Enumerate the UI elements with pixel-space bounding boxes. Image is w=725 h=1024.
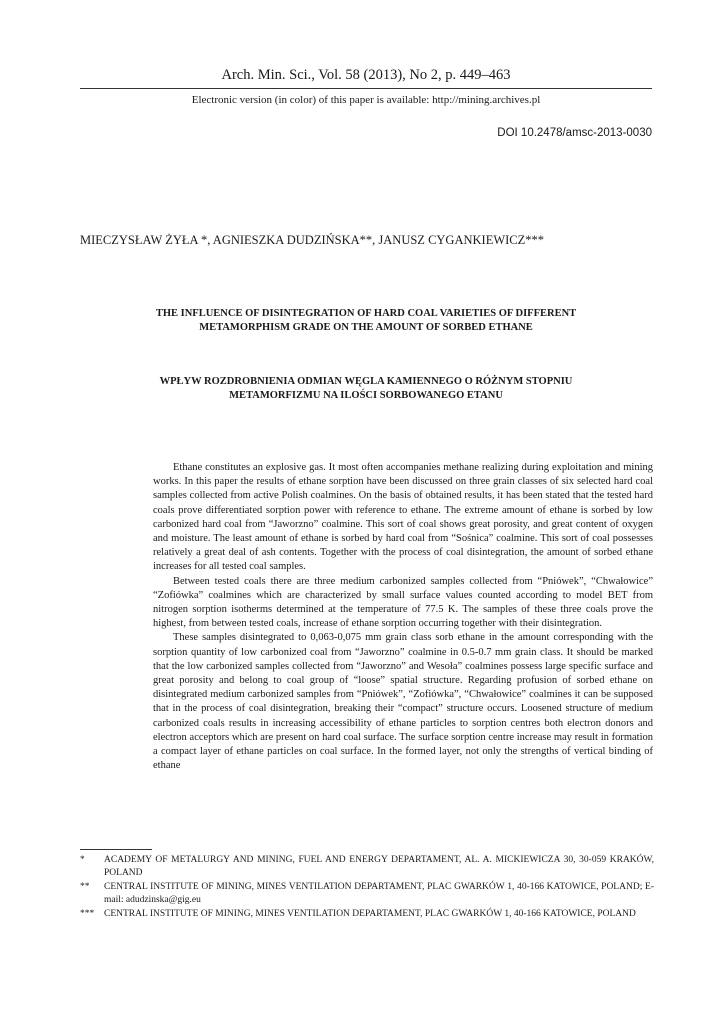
- abstract-paragraph-3: These samples disintegrated to 0,063-0,075 mm grain class sorb ethane in the amount corresponding with the sorption quantity of low carbonized coal from “Jaworzno” coalmine in 0.5-0.7 mm grain class. It should be marked that the low carbonized samples collected from “Jaworzno” and Wesoła” coalmines possess large specific surface and great porosity and belong to coal group of “loose” spatial structure. Regarding profusion of sorbed ethane on disintegrated medium carbonized samples from “Pniówek”, “Zofiówka”, “Chwałowice” coalmines it can be supposed that in the process of coal disintegration, breaking their “compact” structure occurs. Loosened structure of medium carbonized coals results in increasing accessibility of ethane particles to sorption centres both electron donors and electron acceptors which are present on hard coal surface. The surface sorption centre increase may result in formation a compact layer of ethane particles on coal surface. In the formed layer, not only the strengths of vertical binding of ethane: [153, 632, 653, 772]
- title-polish-line-2: METAMORFIZMU NA ILOŚCI SORBOWANEGO ETANU: [229, 390, 503, 401]
- footnote: [80, 908, 654, 921]
- authors: MIECZYSŁAW ŻYŁA *, AGNIESZKA DUDZIŃSKA**, JANUSZ CYGANKIEWICZ***: [80, 233, 545, 247]
- footnote-text: ACADEMY OF METALURGY AND MINING, FUEL AND ENERGY DEPARTAMENT, AL. A. MICKIEWICZA 30, 30-059 KRAKÓW, POLAND: [104, 855, 654, 878]
- abstract-paragraph-1: Ethane constitutes an explosive gas. It most often accompanies methane realizing during exploitation and mining works. In this paper the results of ethane sorption have been discussed on three grain classes of six selected hard coal samples collected from active Polish coalmines. On the basis of obtained results, it has been stated that the tested hard coals prove differentiated sorption power with reference to ethane. The extreme amount of ethane is sorbed by low carbonized hard coal from “Jaworzno” coalmine. This sort of coal shows great porosity, and great content of oxygen and moisture. The least amount of ethane is sorbed by hard coal from “Sośnica” coalmine. This sort of coal possesses relatively a great deal of ash contents. Together with the process of coal disintegration, the amount of sorbed ethane increases for all tested coal samples.: [153, 462, 653, 573]
- footnote: [80, 854, 654, 880]
- abstract-paragraph-2: Between tested coals there are three medium carbonized samples collected from “Pniówek”, “Chwałowice” “Zofiówka” coalmines which are characterized by small surface values counted according to model BET from nitrogen sorption isotherms determined at the temperature of 77.5 K. The samples of these three coals prove the highest, from between tested coals, increase of ethane sorption occurring together with their disintegration.: [153, 575, 653, 630]
- footnotes: [80, 854, 654, 922]
- title-english-line-2: METAMORPHISM GRADE ON THE AMOUNT OF SORBED ETHANE: [199, 322, 533, 333]
- footnote-text: CENTRAL INSTITUTE OF MINING, MINES VENTILATION DEPARTAMENT, PLAC GWARKÓW 1, 40-166 KATOWICE, POLAND; E-mail: adudzinska@gig.eu: [104, 882, 654, 905]
- abstract: [153, 461, 653, 773]
- footnote-mark: *: [80, 855, 85, 865]
- doi: DOI 10.2478/amsc-2013-0030: [497, 127, 652, 139]
- footnote-mark: **: [80, 882, 90, 892]
- footnote-mark: ***: [80, 909, 95, 919]
- title-polish: [80, 375, 652, 403]
- header-rule: [80, 88, 652, 89]
- title-english: [80, 307, 652, 335]
- footnote: [80, 881, 654, 907]
- footnote-rule: [80, 849, 152, 850]
- title-english-line-1: THE INFLUENCE OF DISINTEGRATION OF HARD COAL VARIETIES OF DIFFERENT: [155, 308, 577, 319]
- footnote-text: CENTRAL INSTITUTE OF MINING, MINES VENTILATION DEPARTAMENT, PLAC GWARKÓW 1, 40-166 KATOWICE, POLAND: [104, 909, 636, 919]
- electronic-version-note: Electronic version (in color) of this paper is available: http://mining.archives.pl: [191, 94, 541, 106]
- journal-citation: Arch. Min. Sci., Vol. 58 (2013), No 2, p. 449–463: [221, 67, 511, 83]
- title-polish-line-1: WPŁYW ROZDROBNIENIA ODMIAN WĘGLA KAMIENNEGO O RÓŻNYM STOPNIU: [159, 376, 573, 387]
